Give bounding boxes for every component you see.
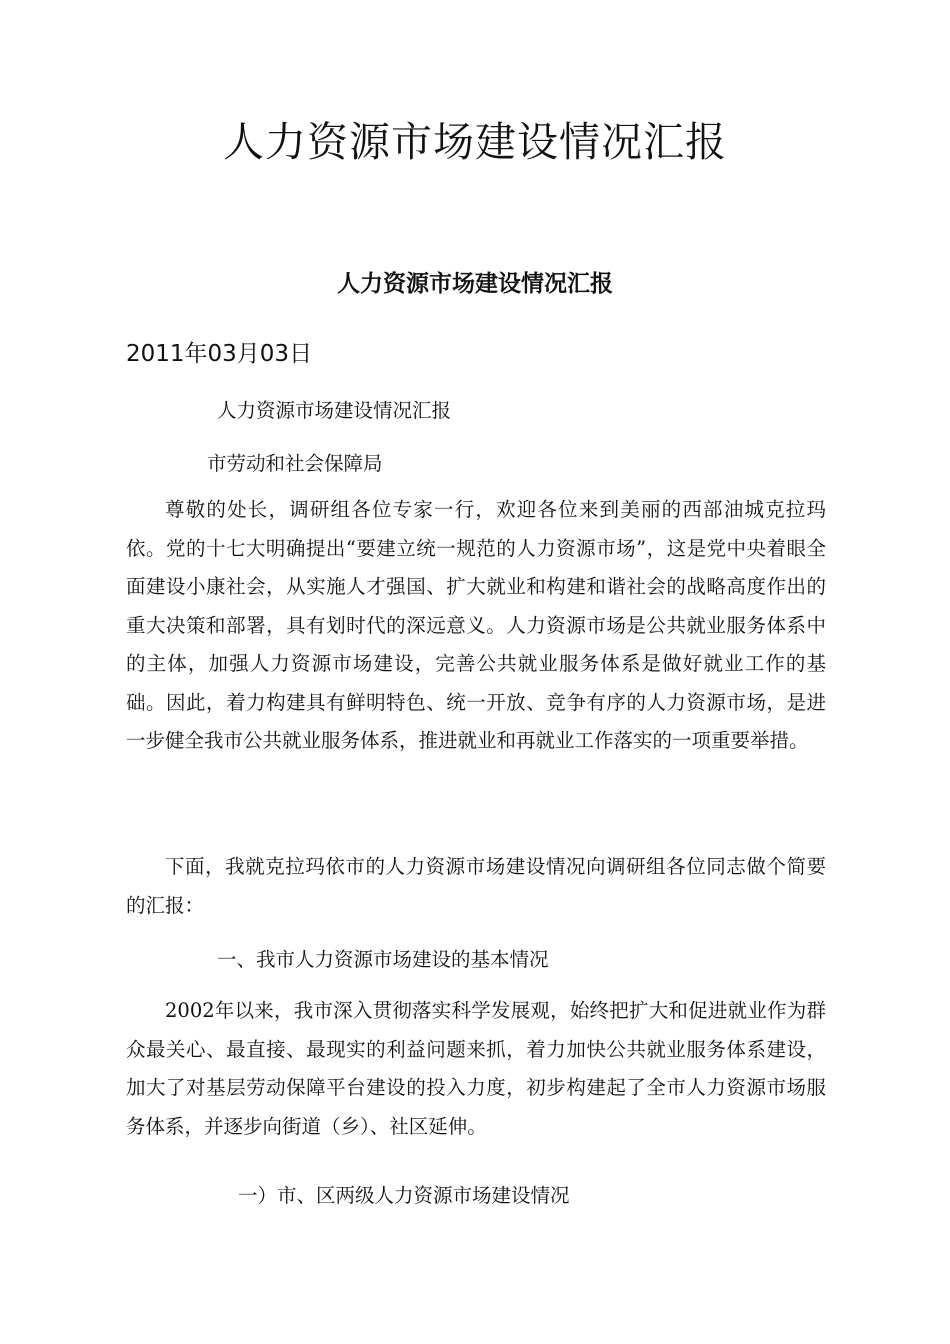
- section-heading: 一、我市人力资源市场建设的基本情况: [217, 948, 549, 971]
- organization-name: 市劳动和社会保障局: [207, 452, 383, 475]
- summary-paragraph: 下面，我就克拉玛依市的人力资源市场建设情况向调研组各位同志做个简要的汇报：: [126, 855, 826, 917]
- sub-title: 人力资源市场建设情况汇报: [337, 271, 613, 297]
- section-paragraph: 2002年以来，我市深入贯彻落实科学发展观，始终把扩大和促进就业作为群众最关心、最直接、最现实的利益问题来抓，着力加快公共就业服务体系建设，加大了对基层劳动保障平台建设的投入力度，初步构建起了全市人力资源市场服务体系，并逐步向街道（乡）、社区延伸。: [126, 999, 826, 1138]
- heading-line: 人力资源市场建设情况汇报: [217, 399, 452, 422]
- main-title: 人力资源市场建设情况汇报: [223, 118, 727, 166]
- report-date: 2011年03月03日: [126, 341, 313, 367]
- intro-paragraph: 尊敬的处长，调研组各位专家一行，欢迎各位来到美丽的西部油城克拉玛依。党的十七大明确提出“要建立统一规范的人力资源市场”，这是党中央着眼全面建设小康社会，从实施人才强国、扩大就业和构建和谐社会的战略高度作出的重大决策和部署，具有划时代的深远意义。人力资源市场是公共就业服务体系中的主体，加强人力资源市场建设，完善公共就业服务体系是做好就业工作的基础。因此，着力构建具有鲜明特色、统一开放、竞争有序的人力资源市场，是进一步健全我市公共就业服务体系，推进就业和再就业工作落实的一项重要举措。: [126, 498, 826, 752]
- subsection-heading: 一）市、区两级人力资源市场建设情况: [238, 1184, 570, 1207]
